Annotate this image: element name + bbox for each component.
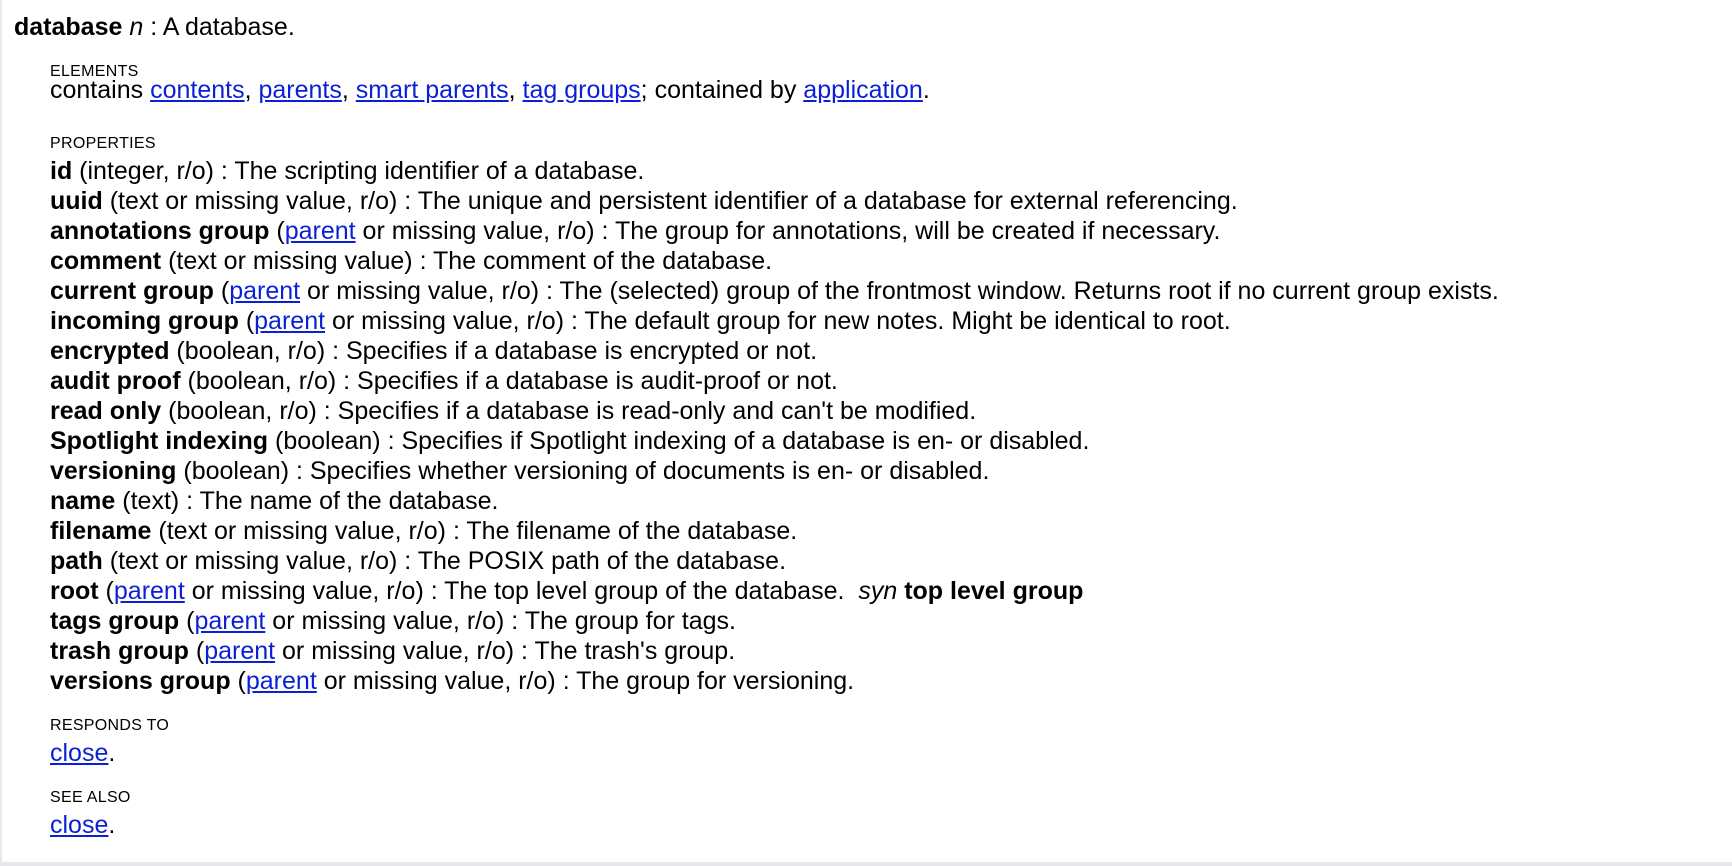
link-parents[interactable]: parents xyxy=(258,76,342,104)
property-row: incoming group (parent or missing value, r/o) : The default group for new notes. Might be identical to root. xyxy=(50,307,1231,335)
property-description: The unique and persistent identifier of a database for external referencing. xyxy=(417,187,1238,215)
property-name: read only xyxy=(50,397,162,425)
property-description: The default group for new notes. Might be identical to root. xyxy=(584,307,1231,335)
link-close-see-also[interactable]: close xyxy=(50,811,109,839)
property-name: versions group xyxy=(50,667,231,695)
property-name: incoming group xyxy=(50,307,239,335)
left-border xyxy=(0,0,2,866)
property-name: uuid xyxy=(50,187,103,215)
property-name: audit proof xyxy=(50,367,181,395)
property-description: The group for versioning. xyxy=(576,667,855,695)
property-name: Spotlight indexing xyxy=(50,427,269,455)
see-also-heading: SEE ALSO xyxy=(50,789,131,806)
property-description: The comment of the database. xyxy=(433,247,773,275)
link-contents[interactable]: contents xyxy=(150,76,245,104)
link-parent[interactable]: parent xyxy=(254,307,326,335)
property-name: versioning xyxy=(50,457,177,485)
property-description: The group for annotations, will be created if necessary. xyxy=(614,217,1221,245)
property-row: uuid (text or missing value, r/o) : The unique and persistent identifier of a database for external referencing. xyxy=(50,187,1238,215)
property-row: tags group (parent or missing value, r/o) : The group for tags. xyxy=(50,607,736,635)
property-description: Specifies if a database is encrypted or not. xyxy=(346,337,818,365)
property-row: trash group (parent or missing value, r/o) : The trash's group. xyxy=(50,637,736,665)
link-parent[interactable]: parent xyxy=(284,217,356,245)
property-row: root (parent or missing value, r/o) : The top level group of the database. syn top level group xyxy=(50,577,1084,605)
property-name: filename xyxy=(50,517,152,545)
property-row: encrypted (boolean, r/o) : Specifies if a database is encrypted or not. xyxy=(50,337,818,365)
property-description: The trash's group. xyxy=(534,637,736,665)
link-parent[interactable]: parent xyxy=(113,577,185,605)
property-name: tags group xyxy=(50,607,180,635)
property-description: The filename of the database. xyxy=(466,517,798,545)
property-description: Specifies if a database is read-only and can't be modified. xyxy=(337,397,977,425)
link-smart-parents[interactable]: smart parents xyxy=(355,76,509,104)
property-row: current group (parent or missing value, r/o) : The (selected) group of the frontmost window. Returns root if no current group exists. xyxy=(50,277,1499,305)
link-close-command[interactable]: close xyxy=(50,739,109,767)
entry-description: A database. xyxy=(162,13,295,41)
link-application[interactable]: application xyxy=(803,76,923,104)
link-tag-groups[interactable]: tag groups xyxy=(522,76,641,104)
property-name: encrypted xyxy=(50,337,170,365)
property-name: current group xyxy=(50,277,214,305)
property-name: comment xyxy=(50,247,162,275)
property-row: read only (boolean, r/o) : Specifies if a database is read-only and can't be modified. xyxy=(50,397,977,425)
link-parent[interactable]: parent xyxy=(245,667,317,695)
property-row: filename (text or missing value, r/o) : The filename of the database. xyxy=(50,517,798,545)
property-description: The top level group of the database. xyxy=(444,577,845,605)
property-row: annotations group (parent or missing value, r/o) : The group for annotations, will be created if necessary. xyxy=(50,217,1221,245)
property-description: Specifies if a database is audit-proof or not. xyxy=(357,367,838,395)
property-row: path (text or missing value, r/o) : The POSIX path of the database. xyxy=(50,547,787,575)
bottom-border xyxy=(0,862,1732,866)
responds-to-line: close. xyxy=(50,739,116,767)
property-description: The POSIX path of the database. xyxy=(417,547,787,575)
property-name: path xyxy=(50,547,103,575)
property-name: trash group xyxy=(50,637,189,665)
property-name: root xyxy=(50,577,99,605)
synonym-term: top level group xyxy=(904,577,1084,605)
property-row: comment (text or missing value) : The comment of the database. xyxy=(50,247,773,275)
responds-to-heading: RESPONDS TO xyxy=(50,717,170,734)
property-description: The group for tags. xyxy=(524,607,736,635)
link-parent[interactable]: parent xyxy=(229,277,301,305)
property-row: audit proof (boolean, r/o) : Specifies if a database is audit-proof or not. xyxy=(50,367,838,395)
property-description: The name of the database. xyxy=(199,487,499,515)
property-name: annotations group xyxy=(50,217,270,245)
property-row: id (integer, r/o) : The scripting identifier of a database. xyxy=(50,157,645,185)
entry-title: database n : A database. xyxy=(14,13,295,41)
property-description: The scripting identifier of a database. xyxy=(234,157,645,185)
synonym-label: syn xyxy=(858,577,898,605)
property-row: versioning (boolean) : Specifies whether versioning of documents is en- or disabled. xyxy=(50,457,990,485)
link-parent[interactable]: parent xyxy=(194,607,266,635)
property-description: The (selected) group of the frontmost window. Returns root if no current group exists. xyxy=(559,277,1499,305)
property-row: versions group (parent or missing value, r/o) : The group for versioning. xyxy=(50,667,855,695)
property-name: id xyxy=(50,157,73,185)
entry-part-of-speech: n xyxy=(129,13,144,41)
property-row: name (text) : The name of the database. xyxy=(50,487,499,515)
elements-line: contains contents, parents, smart parents, tag groups; contained by application. xyxy=(50,76,930,104)
property-description: Specifies if Spotlight indexing of a database is en- or disabled. xyxy=(401,427,1090,455)
elements-heading: ELEMENTS xyxy=(50,63,139,80)
property-row: Spotlight indexing (boolean) : Specifies if Spotlight indexing of a database is en- or disabled. xyxy=(50,427,1090,455)
see-also-line: close. xyxy=(50,811,116,839)
link-parent[interactable]: parent xyxy=(204,637,276,665)
property-name: name xyxy=(50,487,116,515)
properties-heading: PROPERTIES xyxy=(50,135,156,152)
property-description: Specifies whether versioning of documents is en- or disabled. xyxy=(309,457,990,485)
entry-term: database xyxy=(14,13,123,41)
